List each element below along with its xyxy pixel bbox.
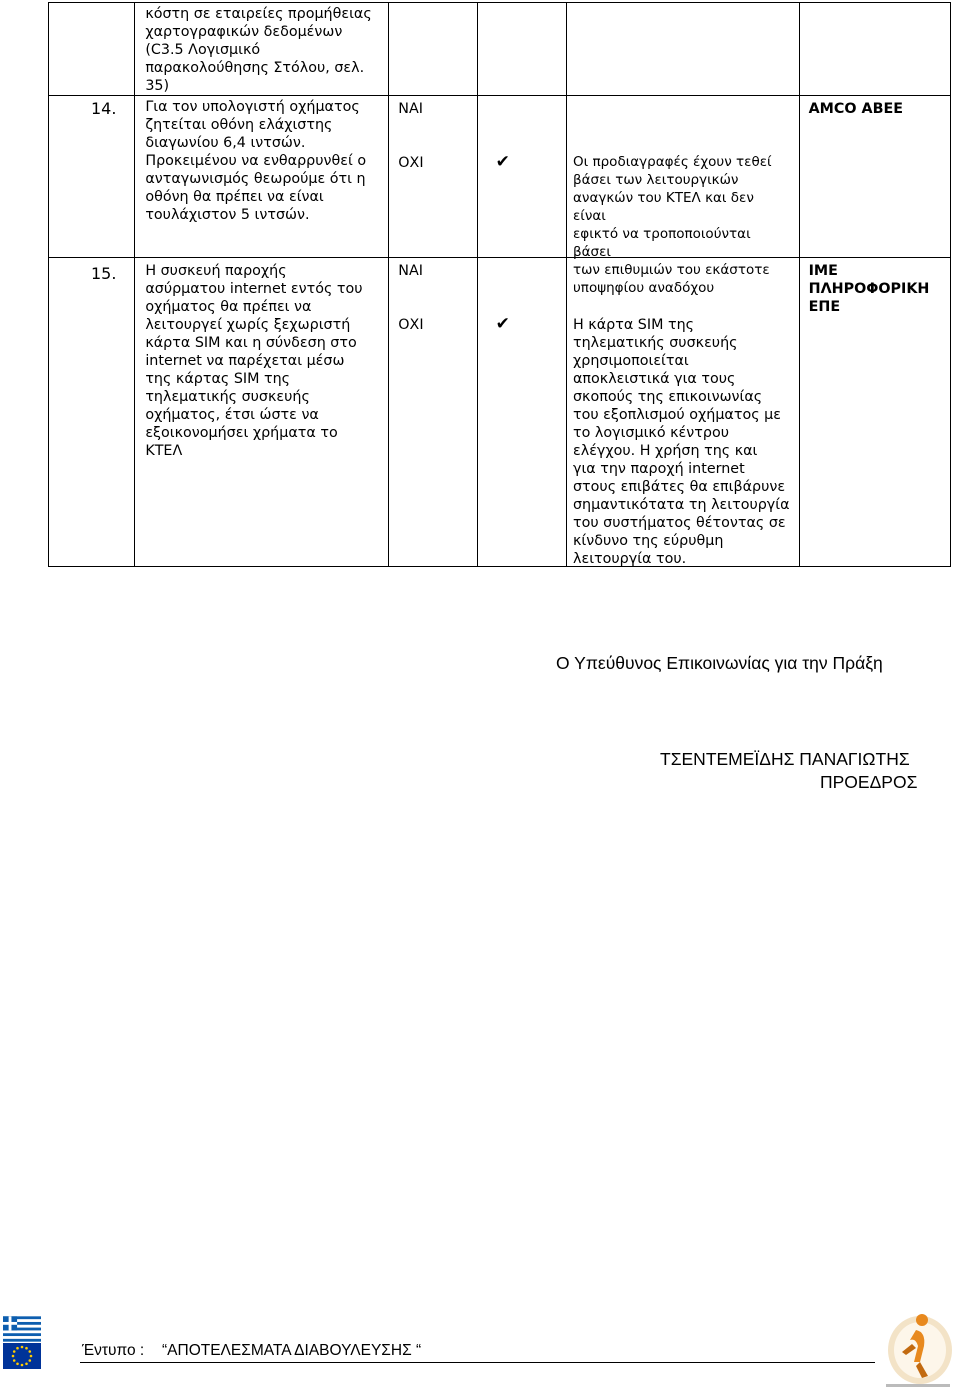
organization-cell [799, 96, 950, 258]
tick-cell [477, 3, 566, 96]
consultation-results-table [48, 2, 951, 567]
checkmark-icon: ✔ [495, 314, 510, 334]
organization-name: AMCO ABEE [808, 101, 904, 117]
observation-cell [135, 3, 389, 96]
observation-text: Η συσκευή παροχής ασύρματου internet εντός του οχήματος θα πρέπει να λειτουργεί χωρίς ξεχωριστή κάρτα SIM και η σύνδεση στο internet να παρέχεται μέσω της κάρτας SIM της τηλεματικής συσκευής οχήματος, έτσι ώστε να εξοικονομήσει χρήματα το ΚΤΕΛ [145, 263, 363, 459]
answer-cell [389, 258, 477, 567]
tick-cell [477, 258, 566, 567]
observation-text: Για τον υπολογιστή οχήματος ζητείται οθόνη ελάχιστης διαγωνίου 6,4 ιντσών. Προκειμένου να ενθαρρυνθεί ο ανταγωνισμός θεωρούμε ότι η οθόνη θα πρέπει να είναι τουλάχιστον 5 ιντσών. [145, 99, 367, 223]
organization-cell [799, 3, 950, 96]
committee-response: Η κάρτα SIM της τηλεματικής συσκευής χρησιμοποιείται αποκλειστικά για τους σκοπούς της επικοινωνίας του εξοπλισμού οχήματος με το λογισμικό κέντρου ελέγχου. Η χρήση της και για την παροχή internet στους επιβάτες θα επιβάρυνε σημαντικότατα τη λειτουργία του συστήματος θέτοντας σε κίνδυνο της εύρυθμη λειτουργία του. [573, 317, 790, 567]
answer-no: ΟΧΙ [398, 317, 424, 333]
form-label: Έντυπο : [82, 1342, 145, 1359]
comment-cell [567, 96, 800, 296]
answer-cell [389, 3, 477, 96]
row-number-cell [49, 96, 135, 258]
observation-text: κόστη σε εταιρείες προμήθειας χαρτογραφικών δεδομένων (C3.5 Λογισμικό παρακολούθησης Στόλου, σελ. 35) [145, 6, 372, 94]
answer-no: ΟΧΙ [398, 155, 424, 171]
signatory-title: ΠΡΟΕΔΡΟΣ [820, 772, 918, 792]
row-number-cell [49, 3, 135, 96]
observation-cell [135, 258, 389, 567]
comment-cell [567, 3, 800, 96]
answer-yes: ΝΑΙ [398, 263, 423, 279]
signatory-role: Ο Υπεύθυνος Επικοινωνίας για την Πράξη [556, 653, 883, 673]
answer-cell [389, 96, 477, 258]
signatory-name: ΤΣΕΝΤΕΜΕΪΔΗΣ ΠΑΝΑΓΙΩΤΗΣ [660, 749, 910, 769]
organization-name: ΙΜΕ ΠΛΗΡΟΦΟΡΙΚΗ ΕΠΕ [808, 263, 930, 315]
footer-divider [80, 1362, 875, 1363]
eu-flag-icon [3, 1343, 41, 1369]
table-row [49, 3, 951, 96]
row-number: 14. [91, 99, 117, 118]
committee-response: Οι προδιαγραφές έχουν τεθεί βάσει των λειτουργικών αναγκών του ΚΤΕΛ και δεν είναι εφικτό να τροποποιούνται βάσει των επιθυμιών του εκάστοτε υποψηφίου αναδόχου [573, 154, 772, 296]
organization-cell [799, 258, 950, 567]
table-row [49, 258, 951, 567]
observation-cell [135, 96, 389, 258]
tick-cell [477, 96, 566, 258]
row-number: 15. [91, 264, 117, 283]
form-title: “ΑΠΟΤΕΛΕΣΜΑΤΑ ΔΙΑΒΟΥΛΕΥΣΗΣ “ [162, 1342, 422, 1359]
organization-logo-icon [876, 1300, 956, 1390]
table-row [49, 96, 951, 258]
greek-flag-icon [3, 1316, 41, 1342]
row-number-cell [49, 258, 135, 567]
comment-cell [567, 258, 800, 567]
answer-yes: ΝΑΙ [398, 101, 423, 117]
checkmark-icon: ✔ [495, 152, 510, 172]
